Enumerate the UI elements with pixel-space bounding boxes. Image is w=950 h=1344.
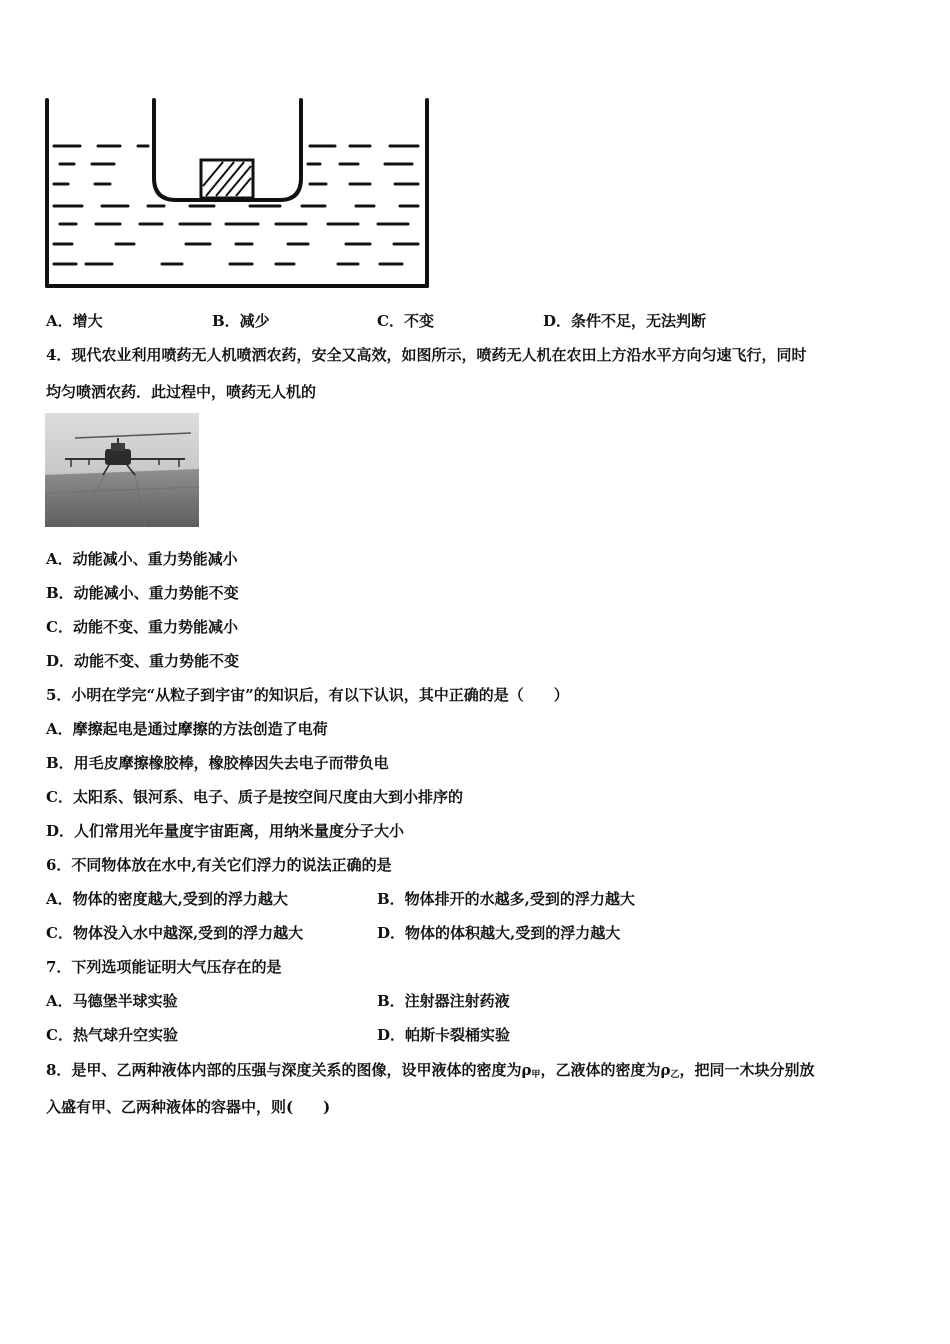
q4-stem-line2: 均匀喷洒农药．此过程中，喷药无人机的 [46, 383, 317, 401]
q8-subscript-yi: 乙 [670, 1070, 680, 1080]
q6-option-b: B．物体排开的水越多,受到的浮力越大 [377, 890, 635, 908]
q4-option-b: B．动能减小、重力势能不变 [46, 584, 239, 602]
q7-option-a: A．马德堡半球实验 [46, 992, 178, 1010]
q5-option-c: C．太阳系、银河系、电子、质子是按空间尺度由大到小排序的 [46, 788, 463, 806]
q6-option-a: A．物体的密度越大,受到的浮力越大 [46, 890, 288, 908]
q3-option-c: C．不变 [377, 312, 434, 330]
hatched-block [201, 160, 253, 198]
q3-option-d: D．条件不足，无法判断 [543, 312, 707, 330]
q8-text-c: ，把同一木块分别放 [679, 1061, 815, 1079]
q7-stem: 7．下列选项能证明大气压存在的是 [46, 958, 282, 976]
q6-stem: 6．不同物体放在水中,有关它们浮力的说法正确的是 [46, 856, 392, 874]
q7-option-d: D．帕斯卡裂桶实验 [377, 1026, 511, 1044]
q4-option-d: D．动能不变、重力势能不变 [46, 652, 240, 670]
q7-option-b: B．注射器注射药液 [377, 992, 510, 1010]
q3-option-a: A．增大 [46, 312, 103, 330]
q5-stem: 5．小明在学完“从粒子到宇宙”的知识后，有以下认识，其中正确的是（ ） [46, 686, 569, 704]
drone-photo [45, 413, 199, 527]
q8-stem-line1 [46, 1060, 814, 1085]
q4-option-a: A．动能减小、重力势能减小 [46, 550, 238, 568]
q5-option-a: A．摩擦起电是通过摩擦的方法创造了电荷 [46, 720, 328, 738]
q8-stem-line2: 入盛有甲、乙两种液体的容器中，则( ) [46, 1098, 331, 1116]
tank-figure [40, 96, 432, 292]
q8-subscript-jia: 甲 [531, 1070, 541, 1080]
q5-option-d: D．人们常用光年量度宇宙距离，用纳米量度分子大小 [46, 822, 405, 840]
q8-text-a: 8．是甲、乙两种液体内部的压强与深度关系的图像，设甲液体的密度为ρ [46, 1061, 532, 1079]
q8-text-b: ，乙液体的密度为ρ [540, 1061, 671, 1079]
q3-option-b: B．减少 [212, 312, 270, 330]
q5-option-b: B．用毛皮摩擦橡胶棒，橡胶棒因失去电子而带负电 [46, 754, 389, 772]
q4-stem-line1: 4．现代农业利用喷药无人机喷洒农药，安全又高效，如图所示，喷药无人机在农田上方沿水平方向匀速飞行，同时 [46, 346, 807, 364]
q7-option-c: C．热气球升空实验 [46, 1026, 178, 1044]
q6-option-c: C．物体没入水中越深,受到的浮力越大 [46, 924, 304, 942]
q6-option-d: D．物体的体积越大,受到的浮力越大 [377, 924, 621, 942]
q4-option-c: C．动能不变、重力势能减小 [46, 618, 238, 636]
